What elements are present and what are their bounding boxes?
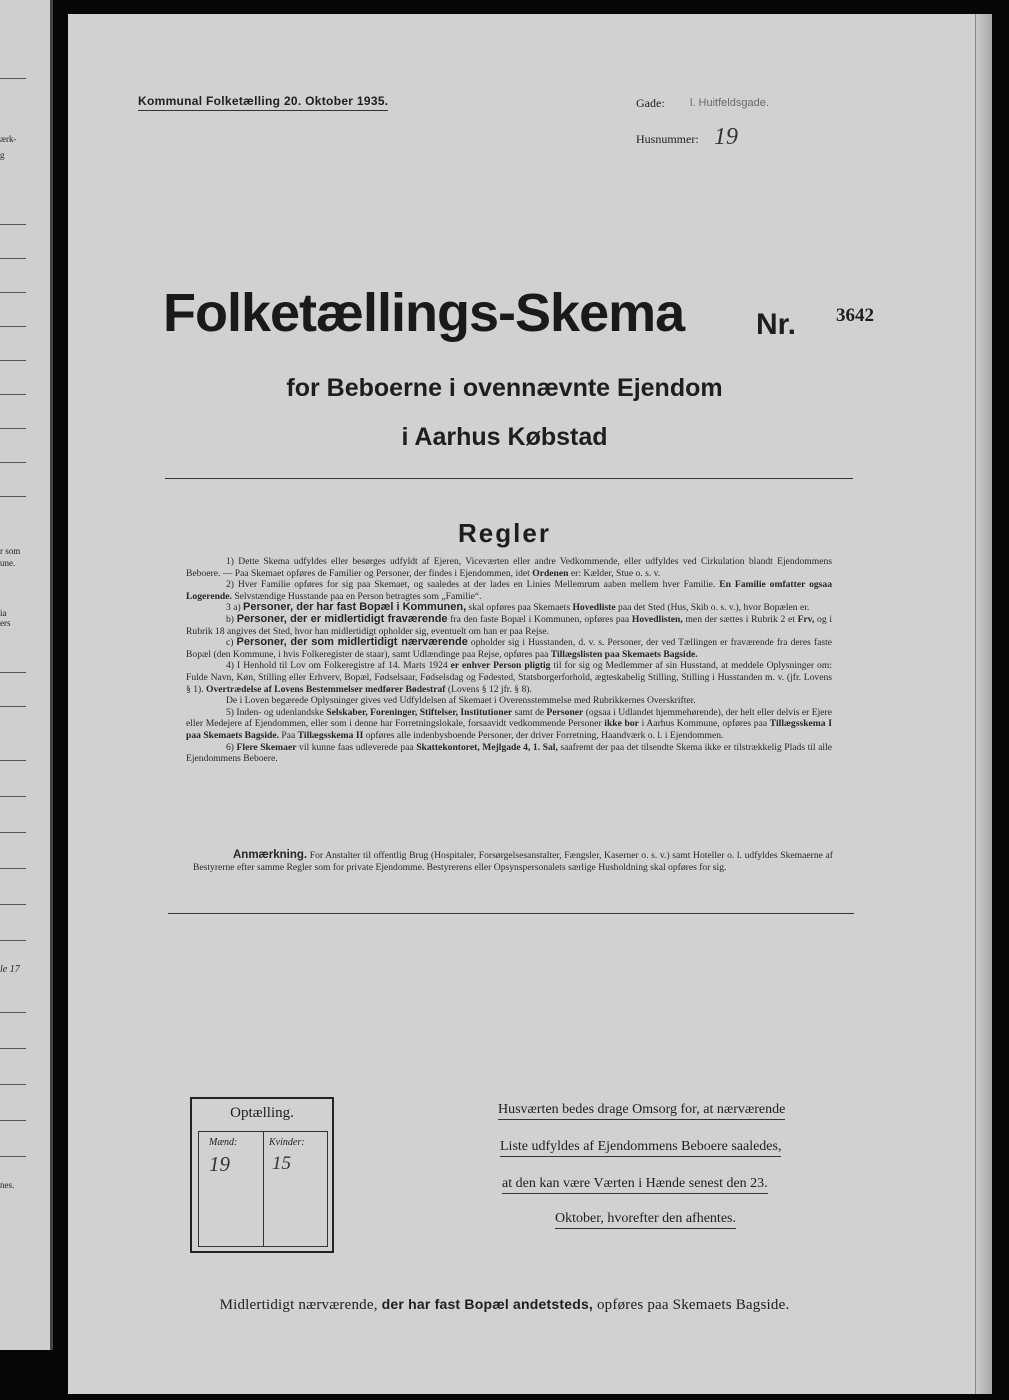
number-label: Nr. [756,308,797,341]
rule-6: 6) Flere Skemaer vil kunne faas udleverede paa Skattekontoret, Mejlgade 4, 1. Sal, saafremt der paa det tilsendte Skema ikke er tilstrækkelig Plads til alle Ejendommens Beboere. [186,741,832,765]
rules-heading: Regler [458,518,551,548]
women-count: 15 [272,1153,291,1174]
left-rule [0,672,26,673]
adjacent-page [0,0,53,1350]
left-rule [0,940,26,941]
count-grid [198,1131,328,1247]
divider [165,478,853,479]
house-number-value: 19 [714,124,738,150]
divider [168,913,854,914]
form-number: 3642 [836,305,874,326]
left-rule [0,360,26,361]
form-subtitle-city: i Aarhus Købstad [401,423,608,451]
count-divider [263,1132,264,1246]
left-rule [0,292,26,293]
left-rule [0,796,26,797]
left-rule [0,760,26,761]
rule-5: 5) Inden- og udenlandske Selskaber, Foreninger, Stiftelser, Institutioner samt de Personer (ogsaa i Udlandet hjemmehørende), der helt eller delvis er Ejere eller Medejere af Ejendommen, eller som i denne har Forretningslokale, forsaavidt vedkommende Personer ikke bor i Aarhus Kommune, opføres paa Tillægsskema I paa Skemaets Bagside. Paa Tillægsskema II opføres alle indenbysboende Personer, der driver Forretning, Haandværk o. l. i Ejendommen. [186,706,832,741]
left-fragment: g [0,150,5,160]
remark-text: For Anstalter til offentlig Brug (Hospitaler, Forsørgelsesanstalter, Fængsler, Kaserner o. s. v.) samt Hoteller o. l. udfyldes Skemaerne af Bestyrerne efter samme Regler som for private Ejendomme. Bestyrerens eller Opsynspersonalets særlige Husholdning skal opføres for sig. [193,850,833,873]
left-rule [0,832,26,833]
left-rule [0,1048,26,1049]
rule-1: 1) Dette Skema udfyldes eller besørges udfyldt af Ejeren, Viceværten eller andre Vedkommende, eller udfyldes ved Cirkulation blandt Ejendommens Beboere. — Paa Skemaet opføres de Familier og Personer, der findes i Ejendommen, idet Ordenen er: Kælder, Stue o. s. v. [186,556,832,579]
count-box [190,1097,334,1253]
men-label: Mænd: [209,1137,238,1148]
remark-label: Anmærkning. [233,849,308,861]
left-fragment: ia [0,608,7,618]
left-rule [0,706,26,707]
left-rule [0,496,26,497]
remark-section [193,850,833,873]
left-fragment: r som [0,546,21,556]
left-rule [0,1156,26,1157]
left-fragment: ers [0,618,11,628]
left-rule [0,1012,26,1013]
notice-line: Husværten bedes drage Omsorg for, at nærværende [498,1102,785,1120]
form-title: Folketællings-Skema [163,283,685,343]
notice-line: Oktober, hvorefter den afhentes. [555,1211,736,1229]
street-label: Gade: [636,96,665,110]
left-rule [0,868,26,869]
rule-2: 2) Hver Familie opføres for sig paa Skemaet, og saaledes at der lades en Linies Mellemrum aaben mellem hver Familie. En Familie omfatter ogsaa Logerende. Selvstændige Husstande paa en Person betragtes som „Familie“. [186,579,832,602]
left-fragment: le 17 [0,964,20,975]
left-rule [0,326,26,327]
census-header: Kommunal Folketælling 20. Oktober 1935. [138,94,388,111]
left-fragment: nes. [0,1180,15,1190]
left-rule [0,462,26,463]
notice-line: at den kan være Værten i Hænde senest den 23. [502,1176,768,1194]
form-subtitle: for Beboerne i ovennævnte Ejendom [286,374,723,402]
rule-4-note: De i Loven begærede Oplysninger gives ved Udfyldelsen af Skemaet i Overensstemmelse med Rubrikkernes Overskrifter. [226,695,696,707]
street-value: l. Huitfeldsgade. [690,97,769,109]
page-edge [975,14,992,1394]
rules-list [186,556,832,765]
house-number-label: Husnummer: [636,132,699,146]
men-count: 19 [209,1152,230,1176]
left-rule [0,224,26,225]
rule-4: 4) I Henhold til Lov om Folkeregistre af 14. Marts 1924 er enhver Person pligtig til for sig og Medlemmer af sin Husstand, at meddele Oplysninger om: Fulde Navn, Køn, Stilling eller Erhverv, Bopæl, Fødselsaar, Fødselsdag og Fødested, Statsborgerforhold, ægteskabelig Stilling, Stilling i Husstanden m. v. (jfr. Lovens § 1). Overtrædelse af Lovens Bestemmelser medfører Bødestraf (Lovens § 12 jfr. § 8). [186,660,832,695]
left-rule [0,258,26,259]
left-rule [0,1120,26,1121]
left-rule [0,904,26,905]
notice-line: Liste udfyldes af Ejendommens Beboere saaledes, [500,1139,781,1157]
women-label: Kvinder: [269,1137,305,1148]
rule-3c: c) Personer, der som midlertidigt nærværende opholder sig i Husstanden, d. v. s. Personer, der ved Tællingen er fraværende fra deres faste Bopæl (den Kommune, i hvis Folkeregister de staar), samt Udlændinge paa Rejse, opføres paa Tillægslisten paa Skemaets Bagside. [186,636,832,660]
left-fragment: ærk- [0,134,17,144]
count-title: Optælling. [230,1105,294,1121]
left-rule [0,78,26,79]
rule-3a: 3 a) Personer, der har fast Bopæl i Kommunen, skal opføres paa Skemaets Hovedliste paa det Sted (Hus, Skib o. s. v.), hvor Bopælen er. [226,601,810,614]
left-fragment: une. [0,558,16,568]
rule-3b: b) Personer, der er midlertidigt fraværende fra den faste Bopæl i Kommunen, opføres paa Hovedlisten, men der sættes i Rubrik 2 et Frv, og i Rubrik 18 angives det Sted, hvor han midlertidigt opholder sig, eventuelt om han er paa Rejse. [186,612,832,637]
footer-note: Midlertidigt nærværende, der har fast Bopæl andetsteds, opføres paa Skemaets Bagside. [219,1296,790,1313]
left-rule [0,1084,26,1085]
